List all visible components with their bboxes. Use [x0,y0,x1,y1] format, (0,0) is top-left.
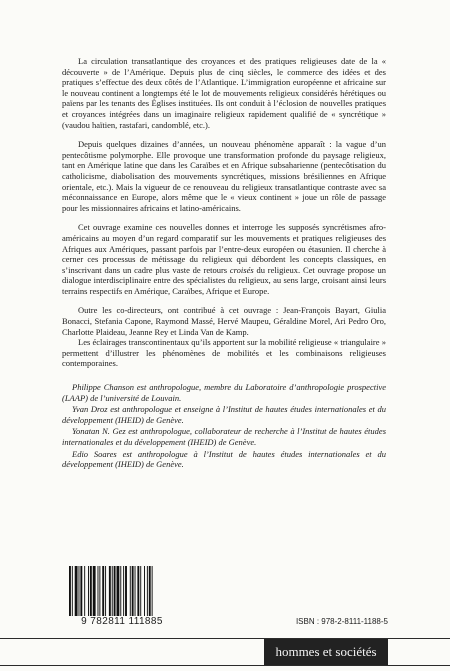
barcode-bar [140,566,141,616]
barcode-bar [112,566,113,616]
paragraph-conclusion: Les éclairages transcontinentaux qu’ils apportent sur la mobilité religieuse « triangulaire » permettent d’illustrer les phénomènes de mobilités et les combinaisons religieuses contemporaines. [62,337,386,369]
barcode-bar [79,566,80,616]
barcode-bar [132,566,134,616]
bio-droz: Yvan Droz est anthropologue et enseigne à l’Institut de hautes études internationales et du développement (IHEID) de Genève. [62,404,386,425]
barcode-bar [99,566,100,616]
paragraph-history: La circulation transatlantique des croyances et des pratiques religieuses date de la « découverte » de l’Amérique. Depuis plus de cinq siècles, le commerce des idées et des pratiques s’effectue des deux côtés de l’Atlantique. L’immigration européenne et africaine sur le nouveau continent a longtemps été le lot de mouvements religieux considérés hérétiques ou païens par les tenants des Églises instituées. Ils ont conduit à l’éclosion de nouvelles pratiques et croyances intégrées dans un imaginaire religieux rapidement qualifié de « syncrétique » (vaudou haïtien, rastafari, candomblé, etc.). [62,56,386,130]
bio-soares: Edio Soares est anthropologue à l’Institut de hautes études internationales et du développement (IHEID) de Genève. [62,448,386,470]
barcode-bar [93,566,96,616]
barcode-bar [114,566,116,616]
paragraph-contributors: Outre les co-directeurs, ont contribué à cet ouvrage : Jean-François Bayart, Giulia Bonacci, Stefania Capone, Raymond Massé, Hervé Maupeu, Géraldine Morel, Ari Pedro Oro, Charlotte Plaideau, Jeanne Rey et Linda Van de Kamp. [62,305,386,337]
barcode-bar [69,566,71,616]
barcode-bar [130,566,131,616]
barcode-number: 9 782811 111885 [81,616,163,627]
barcode-bar [123,566,124,616]
barcode-bar [152,566,153,616]
bio-chanson: Philippe Chanson est anthropologue, membre du Laboratoire d’anthropologie prospective (LAAP) de l’université de Louvain. [62,382,386,403]
barcode-bar [137,566,139,616]
barcode-bar [117,566,120,616]
barcode-bar [147,566,148,616]
barcode-bar [109,566,111,616]
barcode-bar [135,566,136,616]
series-title: hommes et sociétés [264,639,388,665]
barcode-bar [105,566,106,616]
barcode-bar [80,566,82,616]
barcode-bar [72,566,73,616]
barcode-bar [84,566,85,616]
author-bios [62,382,386,470]
paragraph-pentecostalism: Depuis quelques dizaines d’années, un nouveau phénomène apparaît : la vague d’un pentecôtisme polymorphe. Elle provoque une transformation profonde du paysage religieux, tant en Amérique latine que dans les Caraïbes et en Afrique subsaharienne (pentecôtisation du catholicisme, diabolisation des mouvements syncrétiques, missions brésiliennes en Afrique orientale, etc.). Mais la vigueur de ce renouveau du religieux transatlantique contraste avec sa méconnaissance en Europe, alors même que le « vieux continent » joue un rôle de passage pour les missionnaires africains et latino-américains. [62,139,386,213]
barcode-bar [120,566,121,616]
barcode-bar [75,566,78,616]
blurb [62,56,386,471]
barcode-block [62,566,182,630]
barcode-image [68,566,176,616]
barcode-bar [149,566,151,616]
bio-gez: Yonatan N. Gez est anthropologue, collaborateur de recherche à l’Institut de hautes études internationales et du développement (IHEID) de Genève. [62,426,386,447]
paragraph-aims: Cet ouvrage examine ces nouvelles donnes et interroge les supposés syncrétismes afro-américains au moyen d’un regard comparatif sur les mouvements et pratiques religieuses des Afriques aux Amériques, passant parfois par l’entre-deux européen ou étasunien. Il cherche à cerner ces processus de métissage du religieux qui débordent les concepts classiques, en s’inscrivant dans un cadre plus vaste de retours croisés du religieux. Cet ouvrage propose un dialogue interdisciplinaire entre des spécialistes du religieux, au sens large, croisant ainsi leurs terrains respectifs en Amérique, Caraïbes, Afrique et Europe. [62,222,386,296]
barcode-bar [102,566,104,616]
barcode-bar [144,566,145,616]
barcode-bar [125,566,127,616]
barcode-bar [90,566,92,616]
barcode-bar [98,566,99,616]
barcode-bar [88,566,89,616]
isbn: ISBN : 978-2-8111-1188-5 [295,617,388,626]
